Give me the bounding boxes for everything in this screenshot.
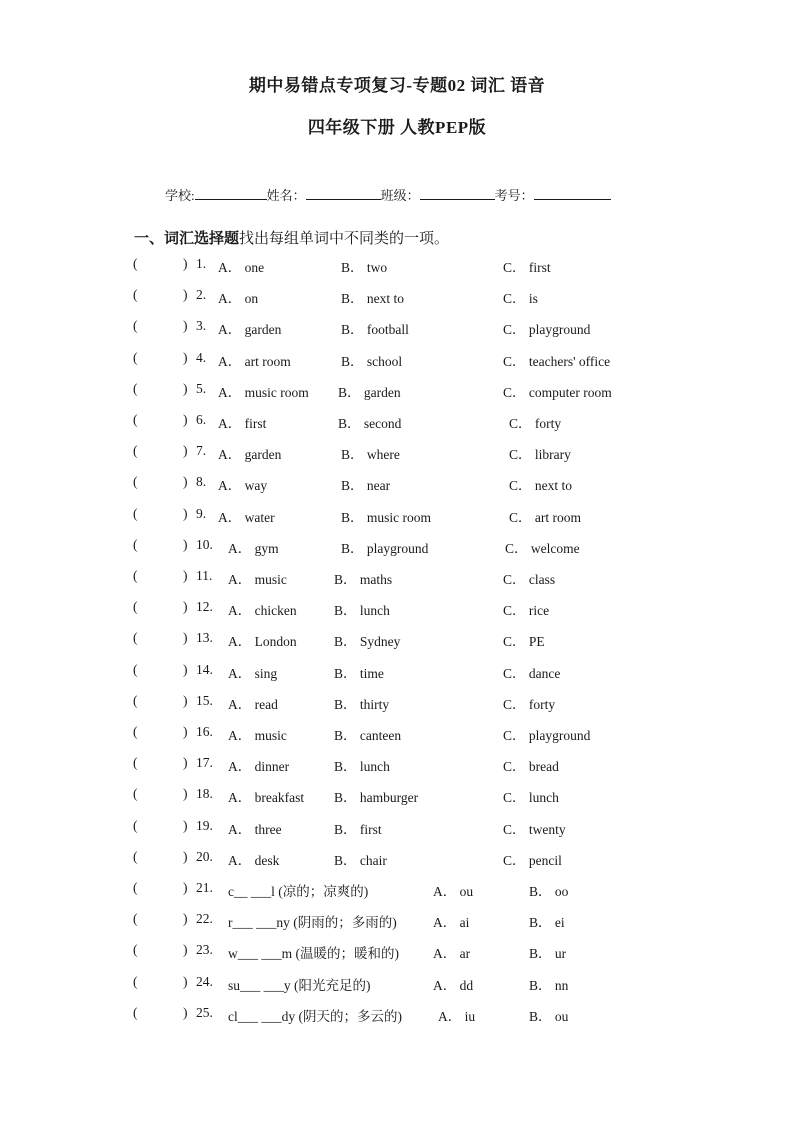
option-b: B． oo <box>529 884 569 899</box>
phonics-row <box>0 880 794 900</box>
option-b: B． Sydney <box>334 634 401 650</box>
answer-paren-left: ( <box>133 443 138 459</box>
option-c: C． teachers' office <box>503 353 611 369</box>
answer-paren-right: ) <box>183 599 188 615</box>
answer-paren-right: ) <box>183 443 188 459</box>
question-number: 2. <box>196 287 207 303</box>
question-row <box>0 724 794 744</box>
option-b: B． garden <box>338 384 401 400</box>
phonics-row <box>0 974 794 994</box>
question-number: 8. <box>196 474 207 490</box>
option-a: A． breakfast <box>228 790 305 806</box>
exam-number-field[interactable] <box>534 186 611 200</box>
answer-paren-left: ( <box>133 755 138 771</box>
name-field[interactable] <box>306 186 381 200</box>
answer-blank[interactable] <box>141 287 181 305</box>
option-b: B． time <box>334 665 384 681</box>
section-title: 一、词汇选择题 <box>134 231 240 247</box>
answer-blank[interactable] <box>141 474 181 492</box>
question-row <box>0 350 794 370</box>
answer-paren-right: ) <box>183 880 188 895</box>
question-number: 12. <box>196 599 213 615</box>
option-a: A． first <box>218 416 267 431</box>
option-c: C． art room <box>509 509 581 525</box>
question-row <box>0 318 794 338</box>
option-b: B． ou <box>529 1008 569 1024</box>
option-b: B． football <box>341 322 409 338</box>
word-stem: c__ ___l (凉的；凉爽的) <box>228 884 369 899</box>
class-label: 班级： <box>380 188 420 203</box>
question-number: 7. <box>196 443 207 459</box>
option-b: B． ur <box>529 946 567 962</box>
question-row <box>0 693 794 713</box>
answer-paren-left: ( <box>133 692 138 708</box>
word-stem: w___ ___m (温暖的；暖和的) <box>228 946 399 962</box>
phonics-row <box>0 1005 794 1025</box>
option-a: A． ar <box>433 946 471 962</box>
answer-paren-right: ) <box>183 911 188 927</box>
option-a: A． sing <box>228 665 278 681</box>
option-c: C． rice <box>503 603 550 619</box>
phonics-row <box>0 942 794 962</box>
option-a: A． ou <box>433 884 474 899</box>
question-number: 19. <box>196 817 213 833</box>
option-c: C． twenty <box>503 821 566 837</box>
answer-blank[interactable] <box>141 599 181 617</box>
question-number: 18. <box>196 786 213 802</box>
option-a: A． London <box>228 634 297 650</box>
option-b: B． school <box>341 353 403 369</box>
option-a: A． three <box>228 821 282 837</box>
answer-paren-left: ( <box>133 942 138 958</box>
answer-paren-left: ( <box>133 287 138 303</box>
answer-paren-left: ( <box>133 973 138 989</box>
option-c: C． pencil <box>503 852 562 868</box>
question-row <box>0 599 794 619</box>
answer-paren-right: ) <box>183 848 188 864</box>
question-number: 1. <box>196 256 207 271</box>
question-row <box>0 786 794 806</box>
option-a: A． dinner <box>228 759 290 775</box>
option-a: A． garden <box>218 447 282 463</box>
question-number: 5. <box>196 380 207 396</box>
answer-blank[interactable] <box>141 1005 181 1023</box>
class-field[interactable] <box>420 186 495 200</box>
answer-paren-left: ( <box>133 630 138 646</box>
answer-paren-right: ) <box>183 692 188 708</box>
question-row <box>0 412 794 432</box>
option-b: B． ei <box>529 915 565 931</box>
option-b: B． near <box>341 478 391 494</box>
option-c: C． first <box>503 260 551 275</box>
option-a: A． gym <box>228 540 279 556</box>
option-a: A． desk <box>228 852 280 868</box>
answer-paren-right: ) <box>183 474 188 490</box>
option-b: B． hamburger <box>334 790 419 806</box>
answer-blank[interactable] <box>141 911 181 929</box>
answer-paren-right: ) <box>183 786 188 802</box>
option-a: A． music <box>228 728 287 743</box>
question-number: 23. <box>196 942 213 958</box>
answer-blank[interactable] <box>141 630 181 648</box>
option-b: B． two <box>341 260 388 275</box>
question-row <box>0 662 794 682</box>
answer-paren-right: ) <box>183 661 188 677</box>
option-a: A． one <box>218 260 265 275</box>
answer-blank[interactable] <box>141 724 181 742</box>
answer-blank[interactable] <box>141 381 181 399</box>
question-number: 16. <box>196 724 213 739</box>
option-c: C． computer room <box>503 384 612 400</box>
option-a: A． water <box>218 509 275 525</box>
option-a: A． read <box>228 696 278 712</box>
question-number: 6. <box>196 412 207 427</box>
answer-paren-right: ) <box>183 349 188 365</box>
question-row <box>0 755 794 775</box>
question-row <box>0 630 794 650</box>
question-number: 25. <box>196 1004 213 1020</box>
option-b: B． next to <box>341 291 404 307</box>
name-label: 姓名： <box>266 188 306 203</box>
answer-paren-right: ) <box>183 817 188 833</box>
answer-paren-right: ) <box>183 318 188 334</box>
answer-blank[interactable] <box>141 849 181 867</box>
option-c: C． lunch <box>503 790 559 806</box>
answer-blank[interactable] <box>141 755 181 773</box>
answer-paren-right: ) <box>183 536 188 552</box>
answer-blank[interactable] <box>141 506 181 524</box>
question-row <box>0 443 794 463</box>
option-a: A． on <box>218 291 259 307</box>
answer-paren-left: ( <box>133 380 138 396</box>
answer-paren-right: ) <box>183 942 188 958</box>
question-row <box>0 849 794 869</box>
option-b: B． thirty <box>334 696 390 712</box>
answer-paren-left: ( <box>133 817 138 833</box>
answer-paren-right: ) <box>183 1004 188 1020</box>
option-a: A． dd <box>433 977 474 993</box>
question-number: 24. <box>196 973 213 989</box>
question-number: 14. <box>196 661 213 677</box>
word-stem: su___ ___y (阳光充足的) <box>228 977 371 993</box>
school-field[interactable] <box>195 186 267 200</box>
question-number: 13. <box>196 630 213 646</box>
answer-paren-left: ( <box>133 536 138 552</box>
answer-paren-left: ( <box>133 848 138 864</box>
question-number: 4. <box>196 349 207 365</box>
option-b: B． second <box>338 416 402 431</box>
answer-blank[interactable] <box>141 412 181 430</box>
answer-paren-right: ) <box>183 568 188 583</box>
answer-paren-left: ( <box>133 661 138 677</box>
option-a: A． music room <box>218 384 309 400</box>
question-number: 20. <box>196 848 213 864</box>
option-a: A． iu <box>438 1008 476 1024</box>
question-number: 11. <box>196 568 213 583</box>
option-b: B． chair <box>334 852 387 868</box>
answer-blank[interactable] <box>141 818 181 836</box>
answer-paren-right: ) <box>183 287 188 303</box>
question-number: 21. <box>196 880 213 895</box>
option-b: B． lunch <box>334 759 390 775</box>
option-b: B． playground <box>341 540 429 556</box>
school-label: 学校: <box>165 188 195 203</box>
option-c: C． playground <box>503 728 591 743</box>
answer-blank[interactable] <box>141 443 181 461</box>
answer-paren-left: ( <box>133 412 138 427</box>
answer-paren-left: ( <box>133 911 138 927</box>
word-stem: r___ ___ny (阴雨的；多雨的) <box>228 915 397 931</box>
question-row <box>0 537 794 557</box>
answer-blank[interactable] <box>141 880 181 898</box>
question-number: 9. <box>196 505 207 521</box>
answer-blank[interactable] <box>141 318 181 336</box>
question-row <box>0 256 794 276</box>
student-info-line <box>165 185 611 204</box>
question-row <box>0 287 794 307</box>
option-c: C． bread <box>503 759 559 775</box>
answer-blank[interactable] <box>141 256 181 274</box>
question-row <box>0 381 794 401</box>
option-a: A． chicken <box>228 603 297 619</box>
answer-paren-right: ) <box>183 412 188 427</box>
option-c: C． class <box>503 572 556 587</box>
option-c: C． is <box>503 291 538 307</box>
option-c: C． playground <box>503 322 591 338</box>
answer-paren-left: ( <box>133 318 138 334</box>
option-c: C． dance <box>503 665 561 681</box>
option-c: C． PE <box>503 634 545 650</box>
answer-paren-left: ( <box>133 599 138 615</box>
answer-blank[interactable] <box>141 974 181 992</box>
answer-blank[interactable] <box>141 693 181 711</box>
answer-paren-left: ( <box>133 786 138 802</box>
answer-paren-right: ) <box>183 505 188 521</box>
option-c: C． welcome <box>505 540 580 556</box>
question-row <box>0 568 794 588</box>
answer-paren-right: ) <box>183 630 188 646</box>
answer-blank[interactable] <box>141 662 181 680</box>
exam-number-label: 考号： <box>494 188 534 203</box>
option-a: A． garden <box>218 322 282 338</box>
option-c: C． library <box>509 447 571 463</box>
answer-blank[interactable] <box>141 350 181 368</box>
section-heading <box>134 227 449 248</box>
option-b: B． canteen <box>334 728 402 743</box>
page-subtitle: 四年级下册 人教PEP版 <box>307 118 487 137</box>
option-a: A． music <box>228 572 287 587</box>
answer-paren-right: ) <box>183 973 188 989</box>
option-b: B． first <box>334 821 382 837</box>
phonics-row <box>0 911 794 931</box>
answer-blank[interactable] <box>141 568 181 586</box>
section-instruction: 找出每组单词中不同类的一项。 <box>239 231 450 247</box>
question-number: 17. <box>196 755 213 771</box>
page-title: 期中易错点专项复习-专题02 词汇 语音 <box>248 76 546 95</box>
question-number: 15. <box>196 692 213 708</box>
answer-paren-left: ( <box>133 505 138 521</box>
answer-paren-left: ( <box>133 349 138 365</box>
option-b: B． lunch <box>334 603 390 619</box>
word-stem: cl___ ___dy (阴天的；多云的) <box>228 1008 402 1024</box>
option-b: B． music room <box>341 509 431 525</box>
answer-paren-left: ( <box>133 880 138 895</box>
answer-paren-right: ) <box>183 380 188 396</box>
answer-paren-left: ( <box>133 474 138 490</box>
option-c: C． next to <box>509 478 572 494</box>
question-row <box>0 818 794 838</box>
answer-paren-left: ( <box>133 724 138 739</box>
question-number: 22. <box>196 911 213 927</box>
question-row <box>0 506 794 526</box>
question-number: 10. <box>196 536 213 552</box>
question-number: 3. <box>196 318 207 334</box>
option-a: A． ai <box>433 915 470 931</box>
answer-blank[interactable] <box>141 942 181 960</box>
answer-blank[interactable] <box>141 786 181 804</box>
answer-paren-right: ) <box>183 724 188 739</box>
option-a: A． art room <box>218 353 291 369</box>
answer-paren-right: ) <box>183 755 188 771</box>
option-c: C． forty <box>503 696 556 712</box>
option-c: C． forty <box>509 416 562 431</box>
option-b: B． nn <box>529 977 569 993</box>
question-row <box>0 474 794 494</box>
option-b: B． where <box>341 447 400 463</box>
answer-paren-left: ( <box>133 568 138 583</box>
answer-paren-left: ( <box>133 256 138 271</box>
answer-paren-left: ( <box>133 1004 138 1020</box>
answer-blank[interactable] <box>141 537 181 555</box>
answer-paren-right: ) <box>183 256 188 271</box>
option-a: A． way <box>218 478 268 494</box>
option-b: B． maths <box>334 572 393 587</box>
